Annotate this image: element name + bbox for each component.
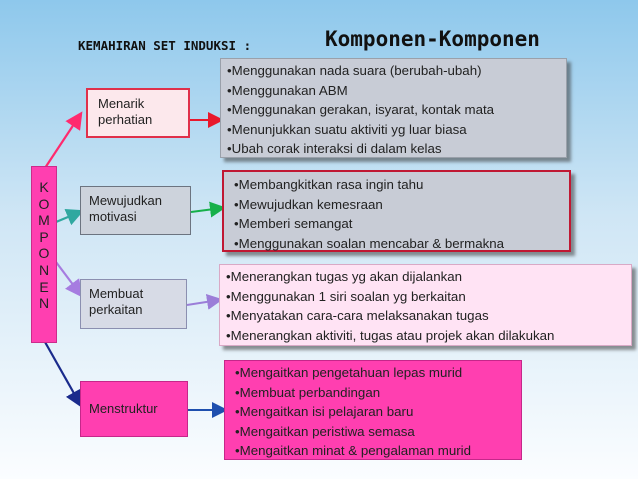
label-menarik-perhatian bbox=[86, 88, 190, 138]
list-item: •Memberi semangat bbox=[234, 216, 353, 231]
label-membuat-perkaitan bbox=[80, 279, 187, 329]
label-mewujudkan-motivasi bbox=[80, 186, 191, 235]
label-menstruktur bbox=[80, 381, 188, 437]
list-item: •Menggunakan soalan mencabar & bermakna bbox=[234, 235, 505, 251]
label-line: Menarik bbox=[98, 96, 145, 111]
label-line: Menstruktur bbox=[89, 401, 158, 416]
list-mewujudkan-motivasi bbox=[222, 170, 571, 252]
komponen-letter: N bbox=[38, 295, 50, 312]
komponen-letter: E bbox=[39, 278, 49, 295]
arrow-to-membuat bbox=[56, 262, 80, 294]
list-item: •Mengaitkan isi pelajaran baru bbox=[235, 404, 414, 419]
komponen-letter: K bbox=[39, 179, 49, 195]
list-item: •Menyatakan cara-cara melaksanakan tugas bbox=[226, 308, 489, 323]
list-item: •Membuat perbandingan bbox=[235, 384, 381, 400]
list-menstruktur bbox=[224, 360, 522, 460]
slide-subtitle: KEMAHIRAN SET INDUKSI : bbox=[78, 38, 252, 53]
label-line: motivasi bbox=[89, 209, 137, 224]
list-membuat-perkaitan bbox=[219, 264, 632, 346]
label-line: perkaitan bbox=[89, 302, 143, 317]
list-item: •Menggunakan gerakan, isyarat, kontak mata bbox=[227, 102, 495, 117]
komponen-letter: N bbox=[38, 261, 50, 278]
list-item: •Ubah corak interaksi di dalam kelas bbox=[227, 141, 442, 156]
list-item: •Mengaitkan pengetahuan lepas murid bbox=[235, 365, 463, 380]
list-item: •Menerangkan tugas yg akan dijalankan bbox=[226, 269, 463, 284]
arrow-membuat-list bbox=[187, 300, 219, 305]
arrow-to-menarik bbox=[45, 115, 80, 168]
list-item: •Menunjukkan suatu aktiviti yg luar biasa bbox=[227, 121, 467, 137]
komponen-vertical-box bbox=[31, 166, 57, 343]
label-line: perhatian bbox=[98, 112, 153, 127]
list-item: •Mengaitkan minat & pengalaman murid bbox=[235, 443, 472, 458]
list-item: •Menggunakan ABM bbox=[227, 82, 348, 98]
arrow-to-mewujudkan bbox=[56, 212, 80, 222]
list-item: •Membangkitkan rasa ingin tahu bbox=[234, 177, 424, 192]
komponen-letter: P bbox=[39, 228, 49, 245]
label-line: Membuat bbox=[89, 286, 144, 301]
list-menarik-perhatian bbox=[220, 58, 567, 158]
komponen-letter: O bbox=[38, 195, 50, 212]
komponen-letter: M bbox=[38, 212, 50, 229]
komponen-letter: O bbox=[38, 245, 50, 262]
slide-title: Komponen-Komponen bbox=[325, 27, 540, 51]
list-item: •Mengaitkan peristiwa semasa bbox=[235, 423, 415, 439]
list-item: •Menerangkan aktiviti, tugas atau projek akan dilakukan bbox=[226, 327, 555, 343]
arrow-mewujudkan-list bbox=[191, 208, 222, 212]
list-item: •Menggunakan nada suara (berubah-ubah) bbox=[227, 63, 482, 78]
label-line: Mewujudkan bbox=[89, 193, 162, 208]
arrow-to-menstruktur bbox=[45, 342, 80, 404]
list-item: •Menggunakan 1 siri soalan yg berkaitan bbox=[226, 288, 466, 304]
list-item: •Mewujudkan kemesraan bbox=[234, 196, 383, 212]
